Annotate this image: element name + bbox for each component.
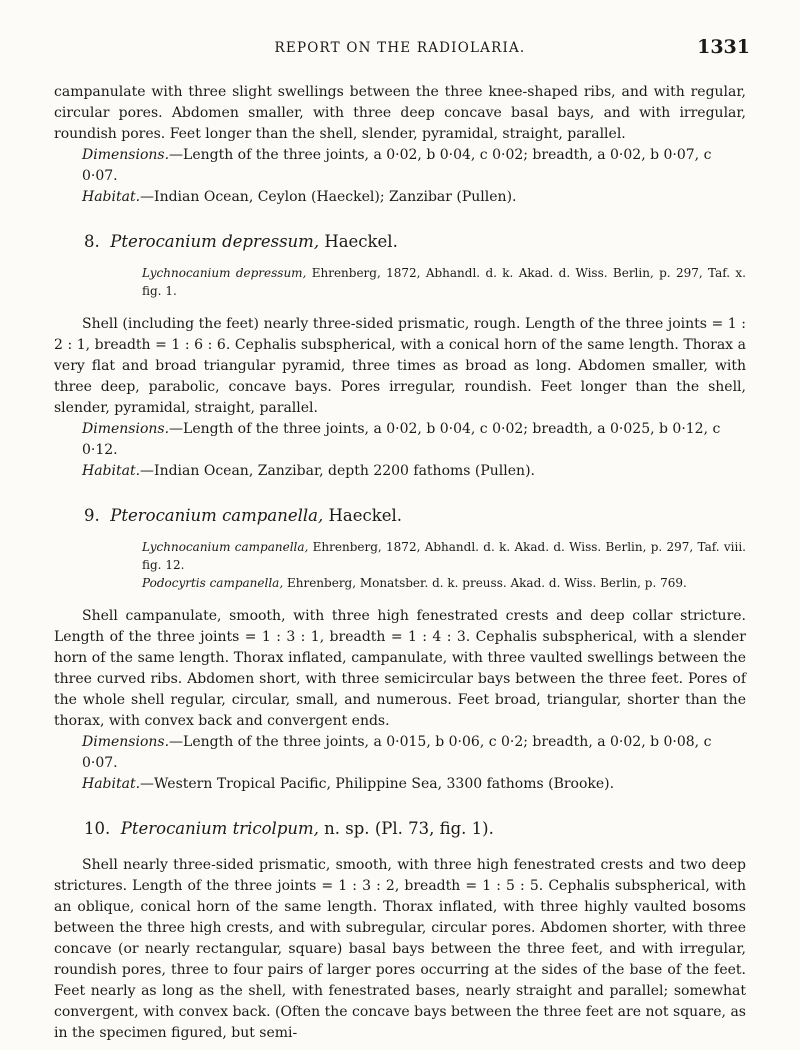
species-entry: [54, 230, 746, 482]
species-description: Shell nearly three-sided prismatic, smooth, with three high fenestrated crests and two deep strictures. Length of the three joints = 1 : 3 : 2, breadth = 1 : 5 : 5. Cephalis subspherical, with an oblique, conical horn of the same length. Thorax inflated, with three highly vaulted bosoms between the three high crests, and with subregular, circular pores. Abdomen shorter, with three concave (or nearly rectangular, square) basal bays between the three feet, and with irregular, roundish pores, three to four pairs of larger pores occurring at the sides of the base of the feet. Feet nearly as long as the shell, with fenestrated bases, nearly straight and parallel; somewhat convergent, with convex back. (Often the concave bays between the three feet are not square, as in the specimen figured, but semi-: [54, 857, 746, 1041]
species-name: Pterocanium depressum,: [110, 232, 320, 251]
page-body: [54, 82, 746, 1044]
dimensions-label: Dimensions.: [82, 421, 170, 437]
habitat-text: —Indian Ocean, Zanzibar, depth 2200 fathoms (Pullen).: [140, 463, 535, 479]
synonym: [142, 264, 746, 300]
synonym-ref: Ehrenberg, 1872, Abhandl. d. k. Akad. d. Wiss. Berlin, p. 297, Taf. x. fig. 1.: [142, 266, 746, 298]
dimensions-label: Dimensions.: [82, 734, 170, 750]
intro-habitat: [54, 187, 746, 208]
species-number: 9.: [84, 506, 100, 525]
synonym-name: Lychnocanium campanella,: [142, 540, 309, 554]
species-title: [84, 230, 746, 254]
species-habitat: [54, 461, 746, 482]
species-author: Haeckel.: [328, 506, 403, 525]
species-name: Pterocanium campanella,: [110, 506, 324, 525]
plate-reference: (Pl. 73, fig. 1).: [374, 819, 494, 838]
habitat-label: Habitat.: [82, 189, 141, 205]
synonym: [142, 538, 746, 574]
habitat-label: Habitat.: [82, 463, 141, 479]
species-habitat: [54, 774, 746, 795]
habitat-label: Habitat.: [82, 776, 141, 792]
page-header: [0, 36, 800, 60]
synonym: [142, 574, 746, 592]
species-dimensions: [54, 732, 746, 774]
species-title: [84, 817, 746, 841]
intro-dimensions: [54, 145, 746, 187]
species-entry: [54, 817, 746, 1044]
dimensions-text: —Length of the three joints, a 0·02, b 0·04, c 0·02; breadth, a 0·025, b 0·12, c 0·12.: [82, 421, 721, 458]
page-number: 1331: [697, 36, 750, 58]
species-number: 10.: [84, 819, 111, 838]
running-head: REPORT ON THE RADIOLARIA.: [274, 40, 526, 56]
species-name: Pterocanium tricolpum,: [120, 819, 319, 838]
species-description: Shell (including the feet) nearly three-sided prismatic, rough. Length of the three joints = 1 : 2 : 1, breadth = 1 : 6 : 6. Cephalis subspherical, with a conical horn of the same length. Thorax a very flat and broad triangular pyramid, three times as broad as long. Abdomen smaller, with three deep, parabolic, concave bays. Pores irregular, roundish. Feet longer than the shell, slender, pyramidal, straight, parallel.: [54, 316, 746, 416]
dimensions-text: —Length of the three joints, a 0·02, b 0·04, c 0·02; breadth, a 0·02, b 0·07, c 0·07.: [82, 147, 712, 184]
species-dimensions: [54, 419, 746, 461]
habitat-text: —Indian Ocean, Ceylon (Haeckel); Zanzibar (Pullen).: [140, 189, 517, 205]
synonym-name: Lychnocanium depressum,: [142, 266, 307, 280]
species-title: [84, 504, 746, 528]
species-description: Shell campanulate, smooth, with three high fenestrated crests and deep collar stricture. Length of the three joints = 1 : 3 : 1, breadth = 1 : 4 : 3. Cephalis subspherical, with a slender horn of the same length. Thorax inflated, campanulate, with three vaulted swellings between the three curved ribs. Abdomen short, with three semicircular bays between the three feet. Pores of the whole shell regular, circular, small, and numerous. Feet broad, triangular, shorter than the thorax, with convex back and convergent ends.: [54, 608, 746, 729]
intro-paragraph: campanulate with three slight swellings between the three knee-shaped ribs, and with regular, circular pores. Abdomen smaller, with three deep concave basal bays, and with irregular, roundish pores. Feet longer than the shell, slender, pyramidal, straight, parallel.: [54, 84, 746, 142]
synonym-ref: Ehrenberg, 1872, Abhandl. d. k. Akad. d. Wiss. Berlin, p. 297, Taf. viii. fig. 12.: [142, 540, 746, 572]
species-author: Haeckel.: [324, 232, 398, 251]
species-number: 8.: [84, 232, 100, 251]
species-author: n. sp.: [324, 819, 370, 838]
synonym-name: Podocyrtis campanella,: [142, 576, 284, 590]
dimensions-text: —Length of the three joints, a 0·015, b 0·06, c 0·2; breadth, a 0·02, b 0·08, c 0·07.: [82, 734, 712, 771]
habitat-text: —Western Tropical Pacific, Philippine Sea, 3300 fathoms (Brooke).: [140, 776, 615, 792]
species-entry: [54, 504, 746, 795]
synonym-ref: Ehrenberg, Monatsber. d. k. preuss. Akad. d. Wiss. Berlin, p. 769.: [286, 576, 687, 590]
dimensions-label: Dimensions.: [82, 147, 170, 163]
